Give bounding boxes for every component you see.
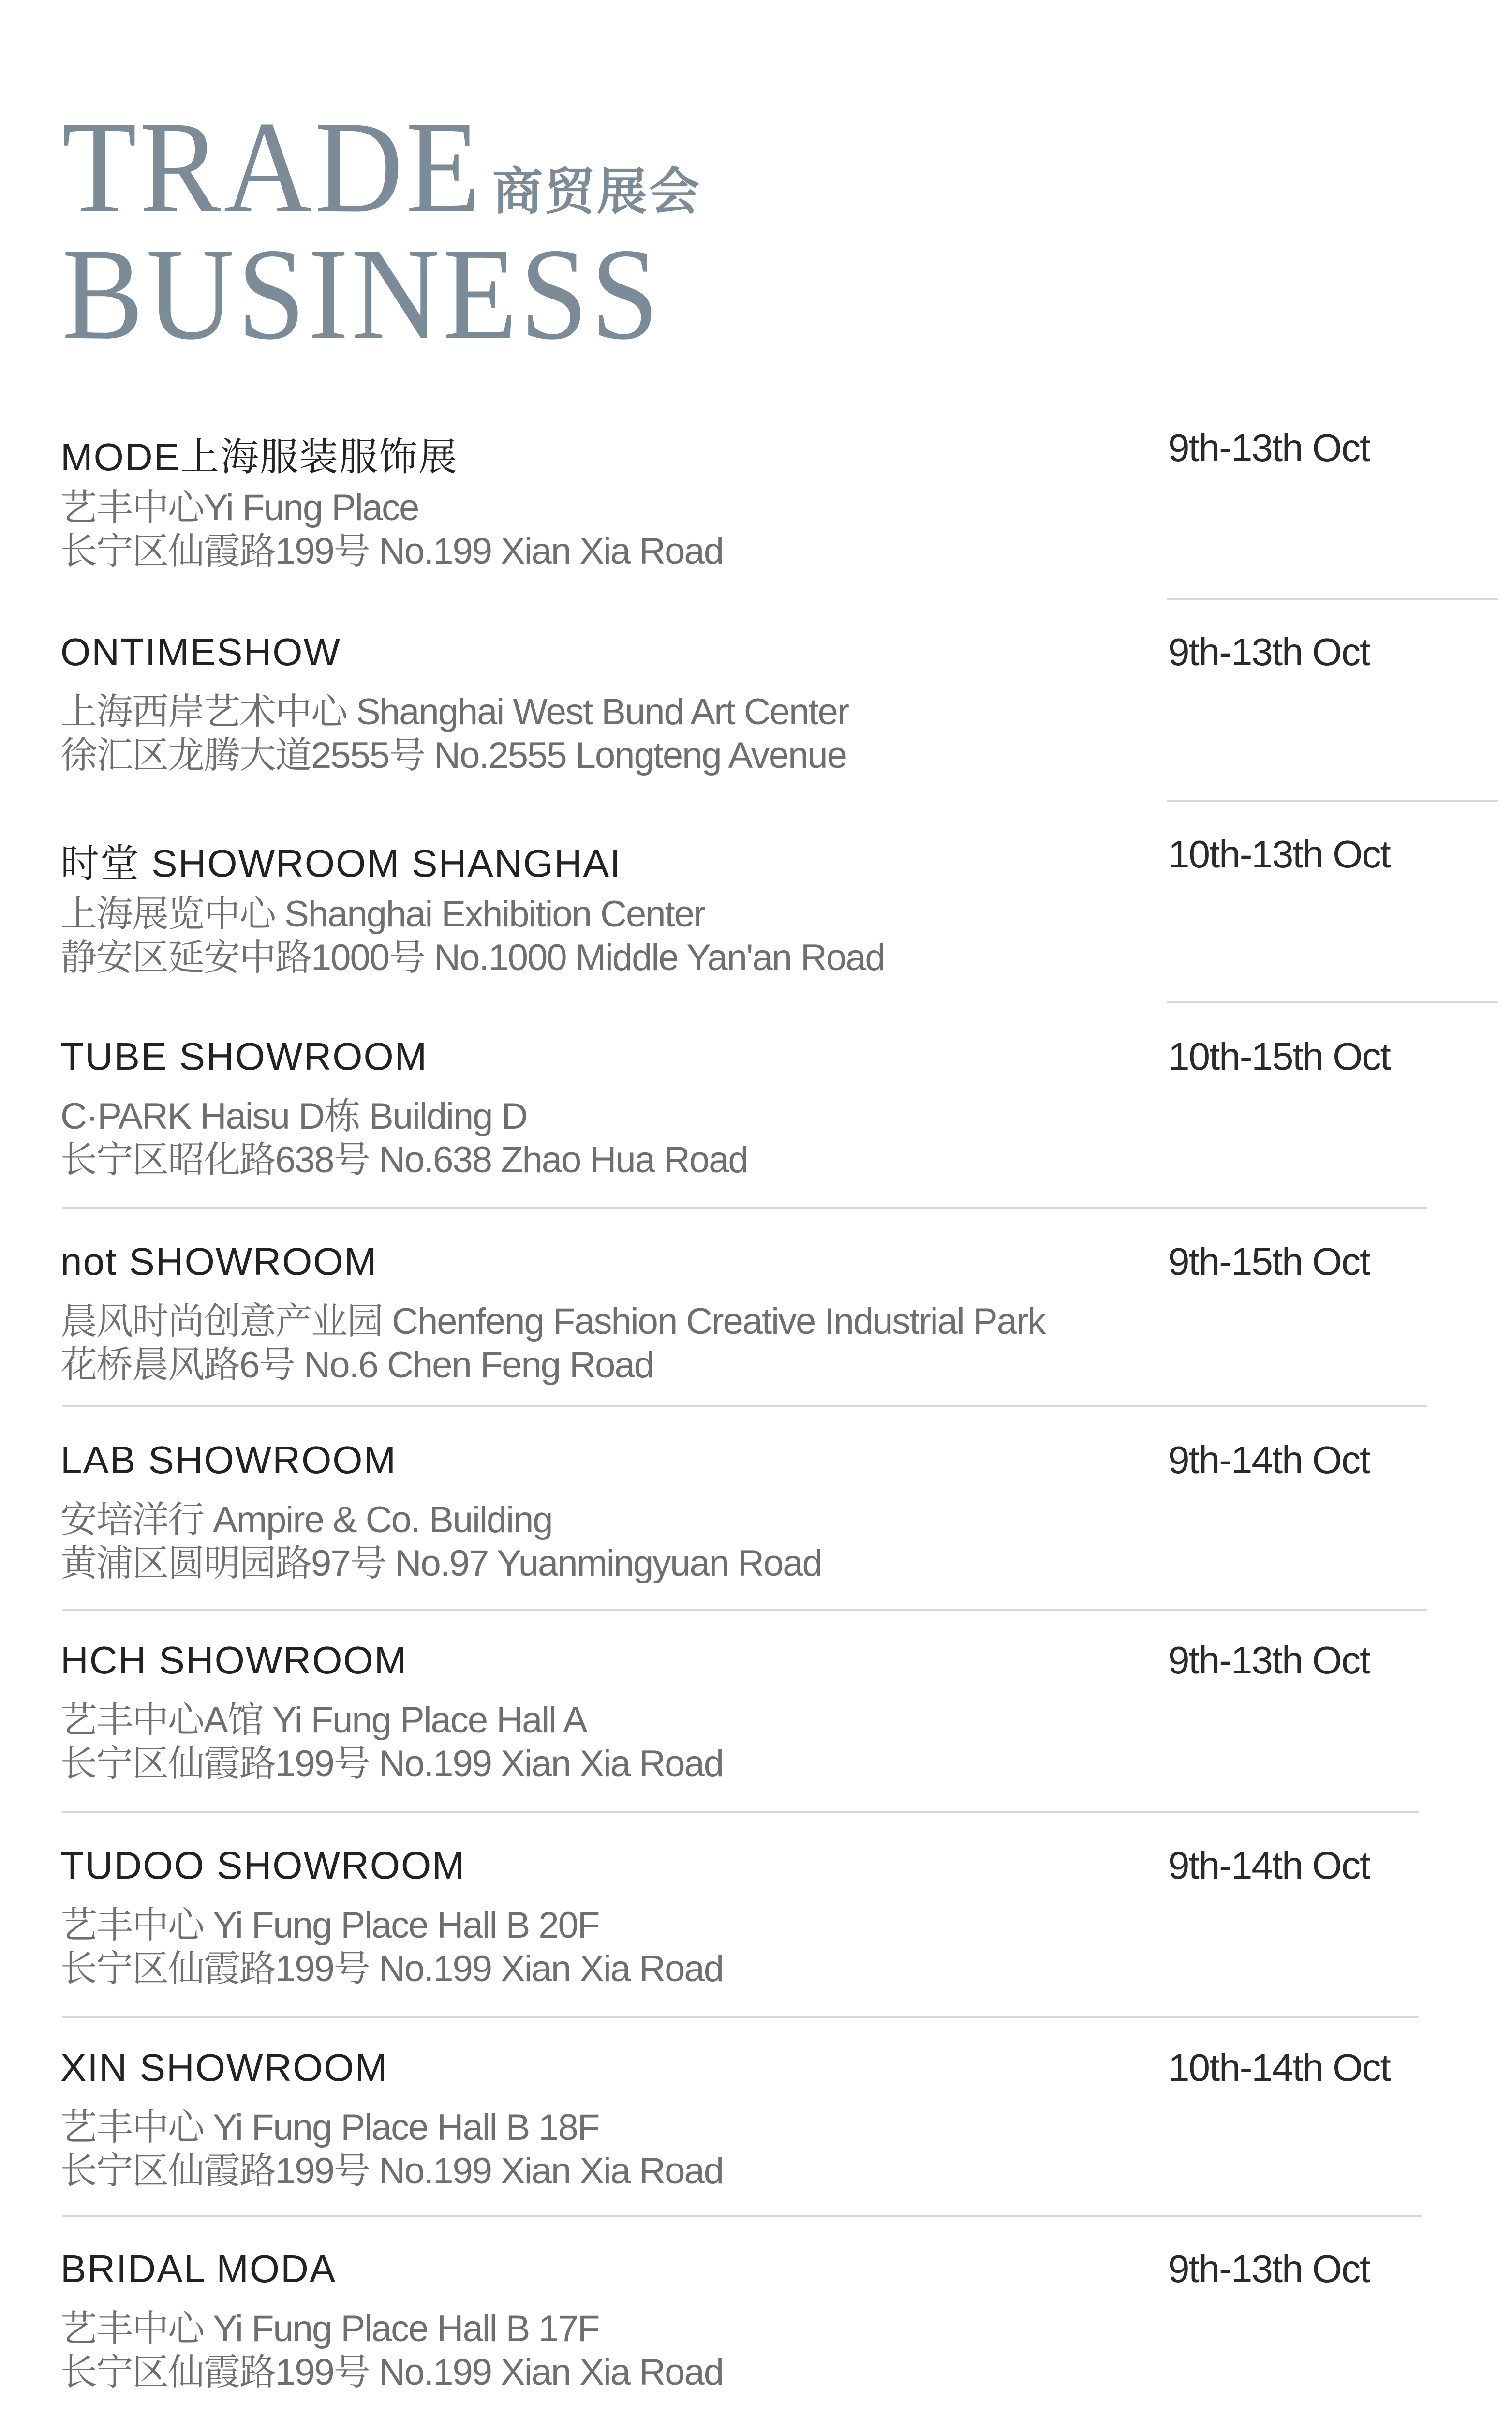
entry-dates: 9th-13th Oct xyxy=(1168,630,1370,673)
list-item xyxy=(60,1638,1444,1798)
divider xyxy=(62,1405,1427,1407)
title-business: BUSINESS xyxy=(62,221,662,367)
page-header xyxy=(62,94,739,367)
entry-dates: 9th-14th Oct xyxy=(1168,1438,1370,1481)
divider xyxy=(62,1811,1419,1813)
entry-venue: C·PARK Haisu D栋 Building D xyxy=(60,1096,527,1137)
entry-dates: 9th-13th Oct xyxy=(1168,426,1370,469)
list-item xyxy=(60,1843,1444,2003)
title-trade: TRADE xyxy=(62,94,484,240)
entry-venue: 上海展览中心 Shanghai Exhibition Center xyxy=(60,894,705,935)
list-item xyxy=(60,1239,1444,1399)
entry-name: TUDOO SHOWROOM xyxy=(60,1844,465,1887)
entry-dates: 10th-13th Oct xyxy=(1168,833,1390,876)
entry-name: TUBE SHOWROOM xyxy=(60,1035,428,1078)
entry-address: 长宁区仙霞路199号 No.199 Xian Xia Road xyxy=(60,2352,723,2393)
entry-address: 长宁区仙霞路199号 No.199 Xian Xia Road xyxy=(60,2150,723,2192)
entry-dates: 9th-13th Oct xyxy=(1168,2247,1370,2290)
entry-dates: 10th-15th Oct xyxy=(1168,1035,1390,1078)
list-item xyxy=(60,832,1444,992)
entry-dates: 9th-15th Oct xyxy=(1168,1240,1370,1283)
divider xyxy=(62,1609,1427,1611)
divider xyxy=(1167,1001,1498,1003)
entry-venue: 艺丰中心 Yi Fung Place Hall B 18F xyxy=(60,2107,599,2148)
entry-venue: 艺丰中心 Yi Fung Place Hall B 20F xyxy=(60,1905,599,1946)
entry-address: 长宁区仙霞路199号 No.199 Xian Xia Road xyxy=(60,1743,723,1784)
divider xyxy=(1167,598,1498,600)
list-item xyxy=(60,2247,1444,2406)
entry-venue: 安培洋行 Ampire & Co. Building xyxy=(60,1499,552,1540)
entry-address: 黄浦区圆明园路97号 No.97 Yuanmingyuan Road xyxy=(60,1543,822,1584)
entry-name: HCH SHOWROOM xyxy=(60,1639,408,1682)
entry-dates: 9th-14th Oct xyxy=(1168,1844,1370,1887)
divider xyxy=(62,2016,1419,2018)
entry-name: MODE上海服装服饰展 xyxy=(60,435,458,478)
entry-venue: 艺丰中心 Yi Fung Place Hall B 17F xyxy=(60,2308,599,2349)
entry-address: 长宁区仙霞路199号 No.199 Xian Xia Road xyxy=(60,1948,723,1989)
divider xyxy=(1167,800,1498,802)
entry-address: 徐汇区龙腾大道2555号 No.2555 Longteng Avenue xyxy=(60,735,846,776)
list-item xyxy=(60,1438,1444,1598)
entry-dates: 9th-13th Oct xyxy=(1168,1639,1370,1682)
entry-name: ONTIMESHOW xyxy=(60,630,341,673)
entry-address: 长宁区仙霞路199号 No.199 Xian Xia Road xyxy=(60,531,723,572)
entry-venue: 晨风时尚创意产业园 Chenfeng Fashion Creative Industrial Park xyxy=(60,1301,1045,1342)
list-item xyxy=(60,2046,1444,2205)
entry-name: LAB SHOWROOM xyxy=(60,1438,397,1481)
entry-address: 长宁区昭化路638号 No.638 Zhao Hua Road xyxy=(60,1139,748,1180)
entry-name: 时堂 SHOWROOM SHANGHAI xyxy=(60,842,622,885)
entry-dates: 10th-14th Oct xyxy=(1168,2046,1390,2089)
entry-address: 静安区延安中路1000号 No.1000 Middle Yan'an Road xyxy=(60,937,885,978)
divider xyxy=(62,2215,1422,2217)
entry-venue: 艺丰中心Yi Fung Place xyxy=(60,487,419,528)
entry-name: not SHOWROOM xyxy=(60,1240,378,1283)
title-chinese: 商贸展会 xyxy=(492,162,702,221)
entry-name: BRIDAL MODA xyxy=(60,2247,337,2290)
list-item xyxy=(60,1034,1444,1194)
list-item xyxy=(60,426,1444,585)
list-item xyxy=(60,630,1444,790)
entry-venue: 上海西岸艺术中心 Shanghai West Bund Art Center xyxy=(60,691,849,732)
entry-name: XIN SHOWROOM xyxy=(60,2046,388,2089)
divider xyxy=(62,1207,1427,1209)
entry-venue: 艺丰中心A馆 Yi Fung Place Hall A xyxy=(60,1700,587,1741)
entry-address: 花桥晨风路6号 No.6 Chen Feng Road xyxy=(60,1344,653,1386)
